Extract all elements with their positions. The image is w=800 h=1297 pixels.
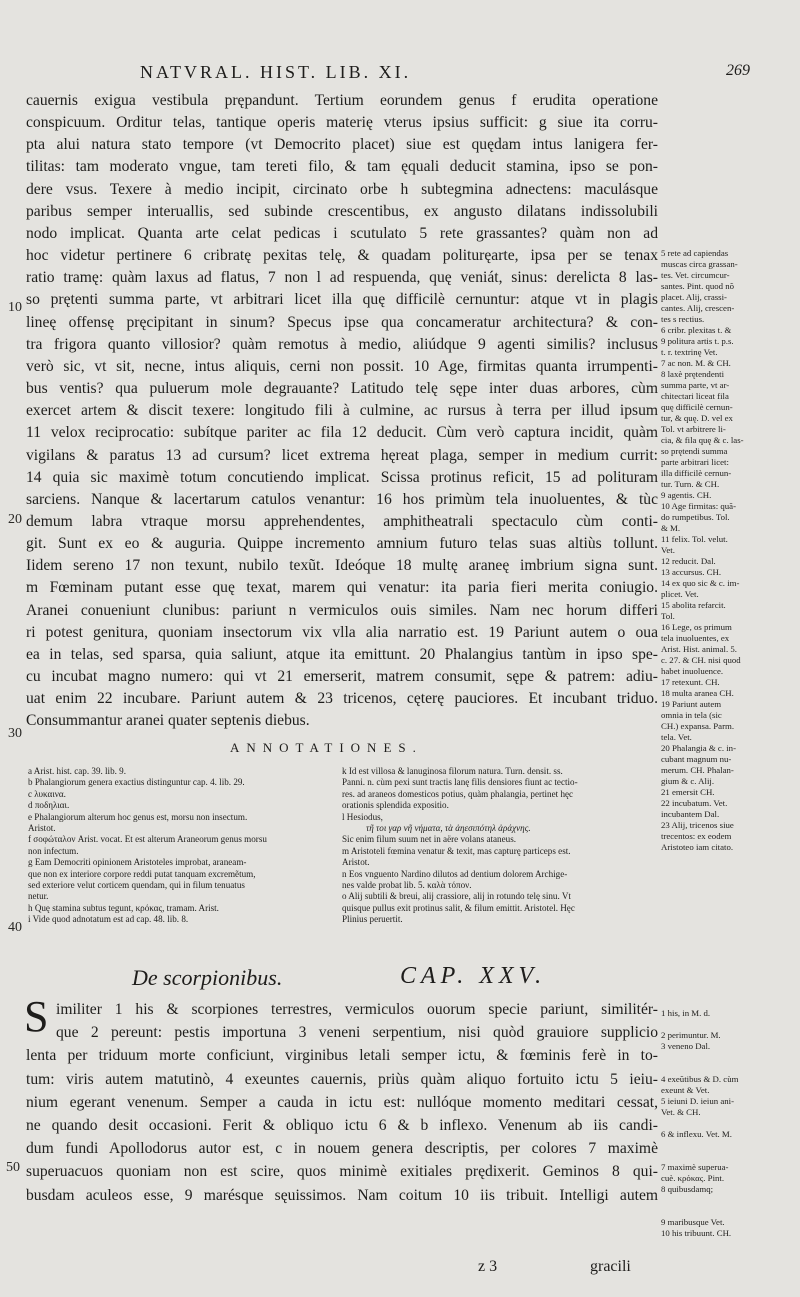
annotation-line: quisque pullus exit protinus salit, & filum emittit. Aristotel. Hęc (342, 902, 575, 913)
margin-note: 18 multa aranea CH. (661, 688, 734, 698)
margin-note: t. r. textrinę Vet. (661, 347, 718, 357)
annotation-line: e Phalangiorum alterum hoc genus est, morsu non insectum. (28, 811, 248, 822)
section-title: De scorpionibus. (132, 965, 283, 990)
annotation-line: netur. (28, 891, 49, 902)
margin-note: cantes. Alij, crescen- (661, 303, 735, 313)
text-line: ne quando desit occasioni. Ferit & obliquo ictu 6 & b inflexo. Venenum ab iis candi- (26, 1117, 658, 1135)
margin-note: 9 agentis. CH. (661, 490, 712, 500)
margin-note: cuè. κρόκας. Pint. (661, 1173, 725, 1183)
annotations-heading: ANNOTATIONES. (230, 740, 423, 755)
text-line: sarciens. Nanque & lacertarum catulos venantur: 16 hos primùm tela inuoluentes, & tùc (26, 490, 658, 508)
margin-note: santes. Pint. quod nõ (661, 281, 735, 291)
margin-note: Tol. (661, 611, 675, 621)
text-line: conspicuum. Orditur telas, tantique operis materię vterus ipsius sufficit: g siue ita corru- (26, 114, 658, 132)
margin-note: incubantem Dal. (661, 809, 720, 819)
margin-note: tes. Vet. circumcur- (661, 270, 730, 280)
text-line: Consummantur aranei quater septenis diebus. (26, 712, 310, 730)
chapter-text-block (24, 992, 658, 1207)
text-line: ratio tramę: quàm laxus ad flatus, 7 non l ad respuenda, quę veniát, sinus: derelicta 8 las- (26, 269, 658, 287)
running-title: NATVRAL. HIST. LIB. XI. (140, 62, 412, 82)
margin-note: 6 & inflexu. Vet. M. (661, 1129, 732, 1139)
margin-note: 5 ieiuni D. ieiun ani- (661, 1096, 735, 1106)
main-text-block (26, 90, 658, 733)
margin-note: c. 27. & CH. nisi quod (661, 655, 741, 665)
annotation-line: nes valde probat lib. 5. καλὰ τόπον. (342, 880, 472, 891)
margin-note: 20 Phalangia & c. in- (661, 743, 737, 753)
annotation-line: Aristot. (342, 857, 370, 868)
margin-note: & M. (661, 523, 681, 533)
text-line-content: imiliter 1 his & scorpiones terrestres, vermiculos ouorum specie pariunt, similitér- (56, 1001, 658, 1018)
margin-note: chitectari liceat fila (661, 391, 729, 401)
annotation-line: non infectum. (28, 845, 79, 856)
annotation-line: que non ex interiore corpore reddi putat tanquam excremẽtum, (28, 868, 256, 879)
text-line: vigilans & paratus 13 ad cursum? licet extrema hęreat plaga, semper in medium currit: (26, 446, 658, 464)
margin-note: 3 veneno Dal. (661, 1041, 711, 1051)
drop-cap: S (24, 992, 49, 1041)
margin-note (661, 1140, 791, 1151)
text-line: busdam aculeos esse, 9 marésque sęuissimos. Nam coitum 10 iis tribuit. Intelligi autem (26, 1186, 658, 1204)
margin-note: summa parte, vt ar- (661, 380, 730, 390)
margin-note: tes s rectius. (661, 314, 705, 324)
text-line: pta alui natura stato tempore (vt Democrito placet) siue est quędam intus lanigera fer- (26, 136, 658, 154)
annotation-line: k Id est villosa & lanuginosa filorum natura. Turn. densit. ss. (342, 766, 563, 776)
text-line: tilitas: tam moderato vngue, tam tereti filo, & tam ęquali deducit stamina, ipso se pon- (26, 158, 658, 176)
text-line: tum: viris autem matutinò, 4 exeuntes cauernis, priùs quàm aliquo fortuito ictu 5 ieiu- (26, 1070, 658, 1088)
page-header (110, 62, 750, 86)
text-line: Iidem sereno 17 non texunt, nubilo texũt. Ideóque 18 multę araneę imbrium signa sunt. (26, 557, 658, 575)
margin-note: Arist. Hist. animal. 5. (661, 644, 737, 654)
margin-note: 5 rete ad capiendas (661, 248, 729, 258)
catchword: gracili (590, 1258, 631, 1275)
margin-note: 4 exeũtibus & D. cùm (661, 1074, 739, 1084)
text-line: demum labra vtraque morsu apprehendentes, amphitheatrali spectaculo cùm conti- (26, 512, 658, 530)
annotations-left-column (28, 766, 328, 926)
margin-note: 12 reducit. Dal. (661, 556, 716, 566)
margin-note: tur. Turn. & CH. (661, 479, 720, 489)
margin-note: 22 incubatum. Vet. (661, 798, 728, 808)
line-number: 30 (8, 726, 22, 741)
margin-note: gium & c. Alij. (661, 776, 715, 786)
text-line: exercet artem & discit texere: longitudo fili à culmine, ac rursus à terra per illud ipsum (26, 402, 658, 420)
margin-note: tur, & quę. D. vel ex (661, 413, 733, 423)
margin-note (661, 1195, 791, 1206)
margin-note (661, 1019, 791, 1030)
text-line: lenta per triduum morte conficiunt, virginibus letali semper ictu, & fœminis ferè in to- (26, 1047, 658, 1065)
margin-note: habet inuoluence. (661, 666, 724, 676)
margin-note: so prętendi summa (661, 446, 728, 456)
chapter-label: CAP. XXV. (400, 963, 547, 989)
margin-note: tela. Vet. (661, 732, 692, 742)
margin-note: 17 retexunt. CH. (661, 677, 720, 687)
margin-note (661, 1118, 791, 1129)
text-line: 11 velox reciprocatio: subítque pariter ac fila 12 deducit. Cùm verò captura incidit, quàm (26, 424, 658, 442)
text-line: superuacuos quoniam non est scire, quos minimè exitiales prędixerit. Geminos 8 qui- (26, 1163, 658, 1181)
annotation-line: Plinius peruertit. (342, 914, 403, 925)
text-line: cu incubat magno numero: qui vt 21 emerserit, matrem consumit, sępe & patrem: adiu- (26, 668, 658, 686)
line-number: 40 (8, 920, 22, 935)
text-line: nium egerant venenum. Semper a cauda in ictu est: nullóque momento meditari cessat, (26, 1093, 658, 1111)
annotation-line: h Quę stamina subtus tegunt, κρόκας, tramam. Arist. (28, 902, 219, 913)
text-line: ea in telas, sed sparsa, quia saliunt, atque ita emittunt. 20 Phalangius tantùm in ipso spe- (26, 645, 658, 663)
annotation-line: res. ad araneos domesticos potius, quàm phalangia, pertinet hęc (342, 788, 574, 799)
margin-note: merum. CH. Phalan- (661, 765, 734, 775)
margin-note (661, 1206, 791, 1217)
annotation-line: l Hesiodus, (342, 811, 383, 822)
margin-note: cia, & fila quę & c. las- (661, 435, 744, 445)
margin-note: CH.) expansa. Parm. (661, 721, 735, 731)
margin-note: quę difficilè cernun- (661, 402, 733, 412)
annotation-line: d ποδηλιαι. (28, 800, 70, 811)
margin-note: parte arbitrari licet: (661, 457, 729, 467)
line-number: 20 (8, 512, 22, 527)
text-line: cauernis exigua vestibula prępandunt. Tertium eorundem genus f erudita operatione (26, 92, 658, 109)
margin-note: 8 quibusdamq; (661, 1184, 714, 1194)
text-line: 14 quia sic maximè totum concutiendo implicat. Scissa protinus reficit, 15 ad polituram (26, 468, 658, 486)
annotation-line: a Arist. hist. cap. 39. lib. 9. (28, 766, 127, 776)
text-line: nodo implicat. Quanta arte celat pedicas i scutulato 5 rete grassantes? quàm non ad (26, 224, 658, 242)
annotation-line: orationis splendida expositio. (342, 800, 449, 811)
annotation-line: i Vide quod adnotatum est ad cap. 48. lib. 8. (28, 914, 189, 925)
text-line: bus ventis? qua puluerum mole degrauante? Latitudo telę sępe inter duas arbores, cùm (26, 380, 658, 398)
margin-note: 7 ac non. M. & CH. (661, 358, 731, 368)
margin-note: Aristoteo iam citato. (661, 842, 734, 852)
margin-note: Tol. vt arbitrere li- (661, 424, 726, 434)
margin-note: 14 ex quo sic & c. im- (661, 578, 740, 588)
margin-note (661, 1151, 791, 1162)
signature-mark: z 3 (478, 1258, 498, 1275)
margin-note: 6 cribr. plexitas t. & (661, 325, 732, 335)
annotation-line: Aristot. (28, 823, 56, 834)
text-line: paribus semper interuallis, sed subinde crescentibus, ex angusto dilatans indissolubili (26, 202, 658, 220)
margin-note: 19 Pariunt autem (661, 699, 722, 709)
annotation-line: b Phalangiorum genera exactius distinguntur cap. 4. lib. 29. (28, 777, 245, 788)
annotation-line: c λυκαινα. (28, 788, 66, 799)
annotation-line: sed exteriore velut corticem quendam, qui in filum tenuatus (28, 880, 245, 891)
text-line: lineę offensę pręcipitant in sinum? Specus ipse qua concameratur architectura? & con- (26, 313, 658, 331)
margin-note: 15 abolita refarcit. (661, 600, 726, 610)
text-line: git. Sunt ex eo & auguria. Quippe incremento amnium futuro telas suas altiùs tollunt. (26, 535, 658, 553)
text-line: dere vsus. Texere à medio incipit, circinato orbe h subtegmina adnectens: maculásque (26, 180, 658, 198)
annotation-line: g Eam Democriti opinionem Aristoteles improbat, araneam- (28, 857, 247, 868)
margin-note: 23 Alij, tricenos siue (661, 820, 734, 830)
margin-note: tela inuoluentes, ex (661, 633, 730, 643)
margin-note: 7 maximè superua- (661, 1162, 729, 1172)
annotation-line: Panni. n. cùm pexi sunt tractis lanę filis densiores fiunt ac tectio- (342, 777, 578, 788)
margin-note (661, 1063, 791, 1074)
margin-note: 10 his tribuunt. CH. (661, 1228, 732, 1238)
line-number: 10 (8, 300, 22, 315)
text-line: uat enim 22 incubare. Pariunt autem & 23 tricenos, cęterę pauciores. Et incubant triduo. (26, 690, 658, 708)
margin-note: 2 perimuntur. M. (661, 1030, 721, 1040)
text-line: hoc videtur pertinere 6 cribratę pexitas telę, & quadam polituręarte, ipsa per se tenax (26, 247, 658, 265)
annotation-line: f σοφώταλον Arist. vocat. Et est alterum Araneorum genus morsu (28, 834, 267, 845)
text-line: ri potest genitura, quoniam insectorum vix vlla alia narratio est. 19 Pariunt autem o oua (26, 623, 658, 641)
margin-note: cubant magnum nu- (661, 754, 732, 764)
annotation-line: o Alij subtili & breui, alij crassiore, alij in rotundo telę sinu. Vt (342, 891, 571, 902)
margin-note (661, 1052, 791, 1063)
margin-note: Vet. (661, 545, 675, 555)
page-number: 269 (726, 62, 750, 79)
text-line: verò sic, vt sit, necne, intus aliquis, cerni non possit. 10 Age, firmitas quanta irrumpenti- (26, 357, 658, 375)
annotation-line: τῆ τοι γαρ νῆ νήματα, τὰ ἀηεσιπότηλ ἀράχνης. (366, 823, 531, 834)
margin-note: omnia in tela (sic (661, 710, 722, 720)
annotation-line: Sic enim filum suum net in aëre volans ataneus. (342, 834, 517, 845)
margin-note: do rumpetibus. Tol. (661, 512, 730, 522)
margin-note: 1 his, in M. d. (661, 1008, 711, 1018)
annotation-line: m Aristoteli fœmina venatur & texit, mas capturę particeps est. (342, 845, 571, 856)
margin-note: 9 maribusque Vet. (661, 1217, 725, 1227)
text-line: tra frigora quanto villosior? quàm remotus à medio, aliúdque 9 agenti similis? inclusus (26, 335, 658, 353)
margin-notes-chapter (661, 1008, 791, 1239)
text-line: Aranei conueniunt clunibus: pariunt n vermiculos ouis similes. Nam nec horum differi (26, 601, 658, 619)
margin-note: muscas circa grassan- (661, 259, 738, 269)
annotation-line: n Eos vnguento Nardino dilutos ad dentium dolorem Archige- (342, 868, 568, 879)
text-line: so prętenti summa parte, vt arbitrari licet illa quę difficilè cernuntur: atque vt in plagis (26, 291, 658, 309)
annotations-right-column (342, 766, 658, 926)
margin-note: 13 accursus. CH. (661, 567, 722, 577)
margin-note: 9 politura artis t. p.s. (661, 336, 734, 346)
text-line: m Fœminam putant esse quę texat, marem qui venatur: ita paria fieri merita coniugio. (26, 579, 658, 597)
margin-notes (661, 248, 791, 853)
margin-note: 16 Lege, os primum (661, 622, 732, 632)
margin-note: 8 laxè prętendenti (661, 369, 725, 379)
margin-note: 10 Age firmitas: quã- (661, 501, 737, 511)
margin-note: illa difficilè cernun- (661, 468, 732, 478)
margin-note: plicet. Vet. (661, 589, 699, 599)
margin-note: placet. Alij, crassi- (661, 292, 727, 302)
margin-note: Vet. & CH. (661, 1107, 701, 1117)
margin-note: 11 felix. Tol. velut. (661, 534, 728, 544)
text-line: dum fundi Apollodorus autor est, c in nouem genera descriptis, per colores 7 maximè (26, 1140, 658, 1158)
line-number: 50 (6, 1160, 20, 1175)
margin-note: exeunt & Vet. (661, 1085, 710, 1095)
text-line: que 2 pereunt: pestis importuna 3 veneni serpentium, nisi quòd grauiore supplicio (56, 1024, 658, 1042)
margin-note: 21 emersit CH. (661, 787, 715, 797)
margin-note: trecentos: ex eodem (661, 831, 732, 841)
